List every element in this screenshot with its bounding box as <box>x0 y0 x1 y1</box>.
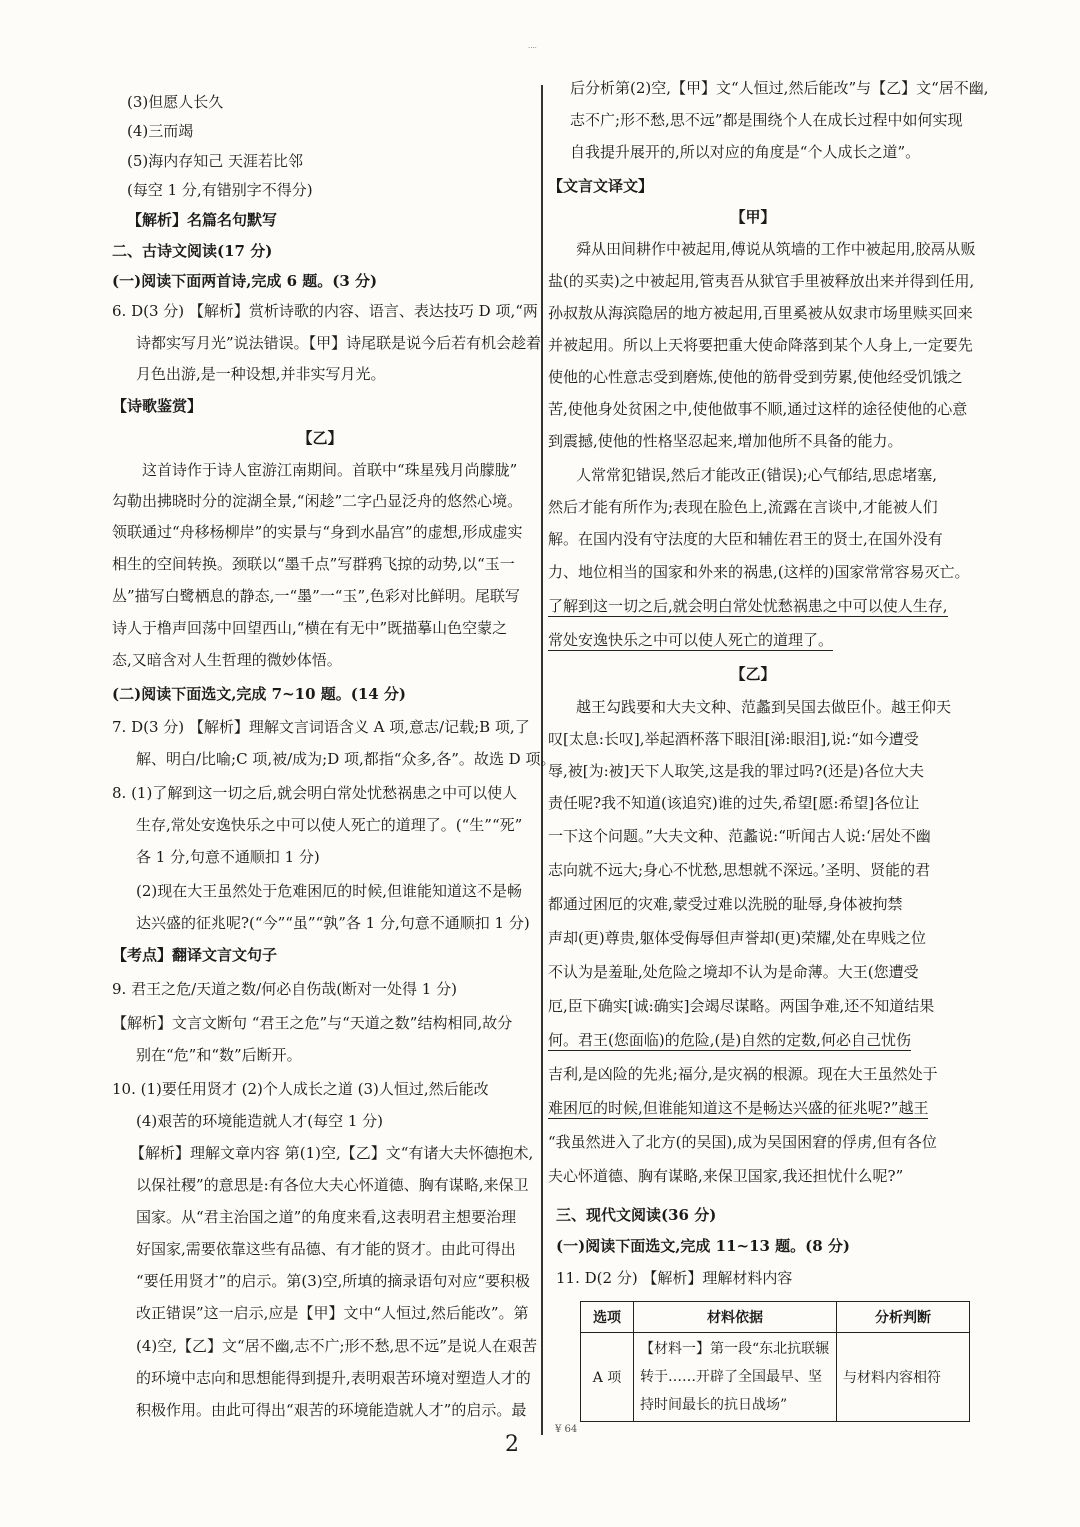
row-basis-line: 【材料一】第一段“东北抗联辗 <box>640 1341 830 1357</box>
translation-line: 孙叔敖从海滨隐居的地方被起用,百里奚被从奴隶市场里赎买回来 <box>548 304 973 322</box>
appreciation-line: 诗人于橹声回荡中回望西山,“横在有无中”既描摹山色空蒙之 <box>112 619 508 637</box>
translation-line: 然后才能有所作为;表现在脸色上,流露在言谈中,才能被人们 <box>548 498 938 516</box>
analysis-line: 积极作用。由此可得出“艰苦的环境能造就人才”的启示。最 <box>136 1401 527 1419</box>
appreciation-line: 这首诗作于诗人宦游江南期间。首联中“珠星残月尚朦胧” <box>142 461 518 479</box>
scoring-note: 各 1 分,句意不通顺扣 1 分) <box>136 848 320 866</box>
table-row <box>581 1333 970 1422</box>
translation-line: 辱,被[为:被]天下人取笑,这是我的罪过吗?(还是)各位大夫 <box>548 762 925 780</box>
translation-line: 越王勾践要和大夫文种、范蠡到吴国去做臣仆。越王仰天 <box>576 698 952 716</box>
underlined-translation: 难困厄的时候,但谁能知道这不是畅达兴盛的征兆呢?”越王 <box>548 1099 929 1117</box>
analysis-line: 【解析】文言文断句 “君王之危”与“天道之数”结构相同,故分 <box>112 1014 513 1032</box>
translation-line: 力、地位相当的国家和外来的祸患,(这样的)国家常常容易灭亡。 <box>548 563 970 581</box>
translation-line: 声却(更)尊贵,躯体受侮辱但声誉却(更)荣耀,处在卑贱之位 <box>548 929 926 947</box>
translation-line: 解。在国内没有守法度的大臣和辅佐君王的贤士,在国外没有 <box>548 530 943 548</box>
analysis-line: 改正错误”这一启示,应是【甲】文中“人恒过,然后能改”。第 <box>136 1304 529 1322</box>
analysis-line: 【解析】理解文章内容 第(1)空,【乙】文“有诸大夫怀德抱术, <box>130 1144 534 1162</box>
translation-line: 舜从田间耕作中被起用,傅说从筑墙的工作中被起用,胶鬲从贩 <box>576 240 976 258</box>
table-header-option: 选项 <box>581 1302 634 1333</box>
scoring-note: (每空 1 分,有错别字不得分) <box>127 181 313 199</box>
material-table <box>580 1301 970 1422</box>
analysis-line: 后分析第(2)空,【甲】文“人恒过,然后能改”与【乙】文“居不幽, <box>570 79 989 97</box>
underlined-translation: 了解到这一切之后,就会明白常处忧愁祸患之中可以使人生存, <box>548 597 948 615</box>
passage-heading: 【甲】 <box>730 208 776 226</box>
translation-line: 志向就不远大;身心不忧愁,思想就不深远。’圣明、贤能的君 <box>548 861 931 879</box>
analysis-line: 好国家,需要依靠这些有品德、有才能的贤才。由此可得出 <box>136 1240 516 1258</box>
row-basis-line: 持时间最长的抗日战场” <box>640 1397 788 1413</box>
translation-line: 并被起用。所以上天将要把重大使命降落到某个人身上,一定要先 <box>548 336 973 354</box>
section-tag: 【诗歌鉴赏】 <box>112 397 203 415</box>
poem-heading: 【乙】 <box>297 429 343 447</box>
translation-line: 到震撼,使他的性格坚忍起来,增加他所不具备的能力。 <box>548 432 903 450</box>
answer-line: (4)三而竭 <box>127 122 194 140</box>
answer-line: 11. D(2 分) 【解析】理解材料内容 <box>556 1269 793 1287</box>
translation-line: 一下这个问题。”大夫文种、范蠡说:“听闻古人说:‘居处不幽 <box>548 827 931 845</box>
section-heading: 二、古诗文阅读(17 分) <box>112 242 273 260</box>
analysis-line: 国家。从“君主治国之道”的角度来看,这表明君主想要治理 <box>136 1208 517 1226</box>
translation-line: 不认为是羞耻,处危险之境却不认为是命薄。大王(您遭受 <box>548 963 919 981</box>
analysis-line: (4)空,【乙】文“居不幽,志不广;形不愁,思不远”是说人在艰苦 <box>136 1337 537 1355</box>
page-number: 2 <box>505 1432 519 1457</box>
translation-line: 夫心怀道德、胸有谋略,来保卫国家,我还担忧什么呢?” <box>548 1167 904 1185</box>
table-header-row <box>581 1302 970 1333</box>
table-header-basis: 材料依据 <box>634 1302 837 1333</box>
analysis-line: 志不广;形不愁,思不远”都是围绕个人在成长过程中如何实现 <box>570 111 963 129</box>
appreciation-line: 丛”描写白鹭栖息的静态,一“墨”一“玉”,色彩对比鲜明。尾联写 <box>112 587 520 605</box>
analysis-line: 以保社稷”的意思是:有各位大夫心怀道德、胸有谋略,来保卫 <box>136 1176 529 1194</box>
answer-line: 9. 君王之危/天道之数/何必自伤哉(断对一处得 1 分) <box>112 980 457 998</box>
answer-line: (3)但愿人长久 <box>127 93 224 111</box>
translation-line: 盐(的买卖)之中被起用,管夷吾从狱官手里被释放出来并得到任用, <box>548 272 975 290</box>
answer-line: 诗都实写月光”说法错误。【甲】诗尾联是说今后若有机会趁着 <box>136 334 542 352</box>
subsection-heading: (一)阅读下面选文,完成 11~13 题。(8 分) <box>556 1237 851 1255</box>
analysis-line: “要任用贤才”的启示。第(3)空,所填的摘录语句对应“要积极 <box>136 1272 531 1290</box>
translation-line: 厄,臣下确实[诚:确实]会竭尽谋略。两国争难,还不知道结果 <box>548 997 935 1015</box>
table-header-judgement: 分析判断 <box>837 1302 970 1333</box>
answer-line: 10. (1)要任用贤才 (2)个人成长之道 (3)人恒过,然后能改 <box>112 1080 489 1098</box>
exam-point-tag: 【考点】翻译文言文句子 <box>112 946 278 964</box>
answer-line: 达兴盛的征兆呢?(“今”“虽”“孰”各 1 分,句意不通顺扣 1 分) <box>136 914 530 932</box>
underlined-translation: 何。君王(您面临)的危险,(是)自然的定数,何必自己忧伤 <box>548 1031 911 1049</box>
answer-line: 生存,常处安逸快乐之中可以使人死亡的道理了。(“生”“死” <box>136 816 523 834</box>
translation-line: 叹[太息:长叹],举起酒杯落下眼泪[涕:眼泪],说:“如今遭受 <box>548 730 919 748</box>
analysis-line: 的环境中志向和思想能得到提升,表明艰苦环境对塑造人才的 <box>136 1369 531 1387</box>
appreciation-line: 态,又暗含对人生哲理的微妙体悟。 <box>112 651 342 669</box>
answer-line: (2)现在大王虽然处于危难困厄的时候,但谁能知道这不是畅 <box>136 882 523 900</box>
translation-line: “我虽然进入了北方(的吴国),成为吴国困窘的俘虏,但有各位 <box>548 1133 937 1151</box>
passage-heading: 【乙】 <box>730 665 776 683</box>
appreciation-line: 勾勒出拂晓时分的淀湖全景,“闲趁”二字凸显泛舟的悠然心境。 <box>112 492 523 510</box>
analysis-line: 自我提升展开的,所以对应的角度是“个人成长之道”。 <box>570 143 921 161</box>
row-judgement: 与材料内容相符 <box>837 1333 970 1422</box>
page-footer-fragment: ¥ 64 <box>555 1424 578 1435</box>
answer-line: 6. D(3 分) 【解析】赏析诗歌的内容、语言、表达技巧 D 项,“两 <box>112 302 538 320</box>
translation-line: 都通过困厄的灾难,蒙受过难以洗脱的耻辱,身体被拘禁 <box>548 895 903 913</box>
underlined-translation: 常处安逸快乐之中可以使人死亡的道理了。 <box>548 631 834 649</box>
section-heading: 三、现代文阅读(36 分) <box>556 1206 717 1224</box>
translation-line: 责任呢?我不知道(该追究)谁的过失,希望[愿:希望]各位让 <box>548 794 920 812</box>
analysis-line: 别在“危”和“数”后断开。 <box>136 1046 302 1064</box>
translation-line: 使他的心性意志受到磨炼,使他的筋骨受到劳累,使他经受饥饿之 <box>548 368 963 386</box>
answer-line: (4)艰苦的环境能造就人才(每空 1 分) <box>136 1112 384 1130</box>
subsection-heading: (二)阅读下面选文,完成 7~10 题。(14 分) <box>112 685 407 703</box>
translation-line: 苦,使他身处贫困之中,使他做事不顺,通过这样的途径使他的心意 <box>548 400 968 418</box>
answer-line: 月色出游,是一种设想,并非实写月光。 <box>136 365 386 383</box>
appreciation-line: 领联通过“舟移杨柳岸”的实景与“身到水晶宫”的虚想,形成虚实 <box>112 523 523 541</box>
appreciation-line: 相生的空间转换。颈联以“墨千点”写群鸦飞掠的动势,以“玉一 <box>112 555 515 573</box>
answer-line: (5)海内存知己 天涯若比邻 <box>127 152 304 170</box>
subsection-heading: (一)阅读下面两首诗,完成 6 题。(3 分) <box>112 272 378 290</box>
analysis-tag: 【解析】名篇名句默写 <box>127 211 278 229</box>
answer-line: 7. D(3 分) 【解析】理解文言词语含义 A 项,意志/记载;B 项,了 <box>112 718 530 736</box>
translation-line: 吉利,是凶险的先兆;福分,是灾祸的根源。现在大王虽然处于 <box>548 1065 938 1083</box>
answer-line: 解、明白/比喻;C 项,被/成为;D 项,都指“众多,各”。故选 D 项。 <box>136 750 556 768</box>
row-option: A 项 <box>581 1333 634 1422</box>
row-basis <box>634 1333 837 1422</box>
translation-heading: 【文言文译文】 <box>548 177 654 195</box>
top-mark: ···· <box>528 44 537 52</box>
translation-line: 人常常犯错误,然后才能改正(错误);心气郁结,思虑堵塞, <box>576 466 938 484</box>
answer-line: 8. (1)了解到这一切之后,就会明白常处忧愁祸患之中可以使人 <box>112 784 518 802</box>
row-basis-line: 转于……开辟了全国最早、坚 <box>640 1369 822 1385</box>
